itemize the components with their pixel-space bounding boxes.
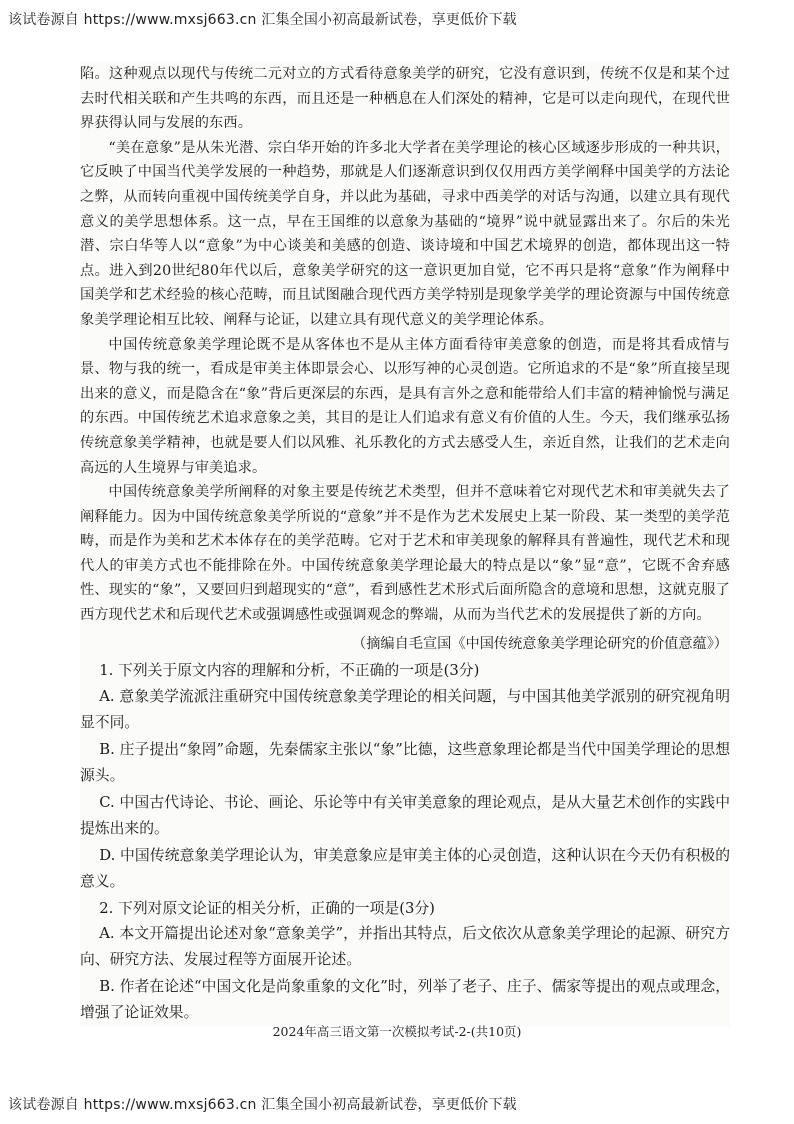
exam-page — [80, 62, 730, 1027]
passage-paragraph-2: “美在意象”是从朱光潜、宗白华开始的许多北大学者在美学理论的核心区域逐步形成的一种共识，它反映了中国当代美学发展的一种趋势，那就是人们逐渐意识到仅仅用西方美学阐释中国美学的方法论之弊，从而转向重视中国传统美学自身，并以此为基础，寻求中西美学的对话与沟通，以建立具有现代意义的美学思想体系。这一点，早在王国维的以意象为基础的“境界”说中就显露出来了。尔后的朱光潜、宗白华等人以“意象”为中心谈美和美感的创造、谈诗境和中国艺术境界的创造，都体现出这一特点。进入到20世纪80年代以后，意象美学研究的这一意识更加自觉，它不再只是将“意象”作为阐释中国美学和艺术经验的核心范畴，而且试图融合现代西方美学特别是现象学美学的理论资源与中国传统意象美学理论相互比较、阐释与论证，以建立具有现代意义的美学理论体系。 — [80, 139, 730, 328]
question-1-stem: 1. 下列关于原文内容的理解和分析，不正确的一项是(3分) — [99, 662, 480, 680]
passage-source: （摘编自毛宣国《中国传统意象美学理论研究的价值意蕴》） — [352, 635, 728, 652]
question-2-stem: 2. 下列对原文论证的相关分析，正确的一项是(3分) — [99, 899, 435, 917]
question-1-option-c: C. 中国古代诗论、书论、画论、乐论等中有关审美意象的理论观点，是从大量艺术创作的实践中提炼出来的。 — [80, 793, 730, 838]
question-2-option-b: B. 作者在论述“中国文化是尚象重象的文化”时，列举了老子、庄子、儒家等提出的观点或理念，增强了论证效果。 — [80, 977, 730, 1022]
question-1-option-b: B. 庄子提出“象罔”命题，先秦儒家主张以“象”比德，这些意象理论都是当代中国美学理论的思想源头。 — [80, 740, 730, 785]
watermark-bottom: 该试卷源自 https://www.mxsj663.cn 汇集全国小初高最新试卷，享更低价下载 — [8, 1097, 517, 1113]
passage-paragraph-4: 中国传统意象美学所阐释的对象主要是传统艺术类型，但并不意味着它对现代艺术和审美就失去了阐释能力。因为中国传统意象美学所说的“意象”并不是作为艺术发展史上某一阶段、某一类型的美学范畴，而是作为美和艺术本体存在的美学范畴。它对于艺术和审美现象的解释具有普遍性，现代艺术和现代人的审美方式也不能排除在外。中国传统意象美学理论最大的特点是以“象”显“意”，它既不舍弃感性、现实的“象”，又要回归到超现实的“意”，看到感性艺术形式后面所隐含的意境和思想，这就克服了西方现代艺术和后现代艺术或强调感性或强调观念的弊端，从而为当代艺术的发展提供了新的方向。 — [80, 484, 730, 624]
passage-paragraph-3: 中国传统意象美学理论既不是从客体也不是从主体方面看待审美意象的创造，而是将其看成情与景、物与我的统一，看成是审美主体即景会心、以形写神的心灵创造。它所追求的不是“象”所直接呈现出来的意义，而是隐含在“象”背后更深层的东西，是具有言外之意和能带给人们丰富的精神愉悦与满足的东西。中国传统艺术追求意象之美，其目的是让人们追求有意义有价值的人生。今天，我们继承弘扬传统意象美学精神，也就是要人们以风雅、礼乐教化的方式去感受人生，亲近自然，让我们的艺术走向高远的人生境界与审美追求。 — [80, 336, 730, 476]
watermark-top: 该试卷源自 https://www.mxsj663.cn 汇集全国小初高最新试卷，享更低价下载 — [8, 12, 517, 28]
question-2-option-a: A. 本文开篇提出论述对象“意象美学”，并指出其特点，后文依次从意象美学理论的起源、研究方向、研究方法、发展过程等方面展开论述。 — [80, 924, 730, 969]
page-footer: 2024年高三语文第一次模拟考试-2-(共10页) — [272, 1024, 522, 1039]
passage-paragraph-1: 陷。这种观点以现代与传统二元对立的方式看待意象美学的研究，它没有意识到，传统不仅是和某个过去时代相关联和产生共鸣的东西，而且还是一种栖息在人们深处的精神，它是可以走向现代，在现代世界获得认同与发展的东西。 — [80, 66, 730, 132]
question-1-option-a: A. 意象美学流派注重研究中国传统意象美学理论的相关问题，与中国其他美学派别的研究视角明显不同。 — [80, 687, 730, 732]
question-1-option-d: D. 中国传统意象美学理论认为，审美意象应是审美主体的心灵创造，这种认识在今天仍有积极的意义。 — [80, 846, 730, 891]
